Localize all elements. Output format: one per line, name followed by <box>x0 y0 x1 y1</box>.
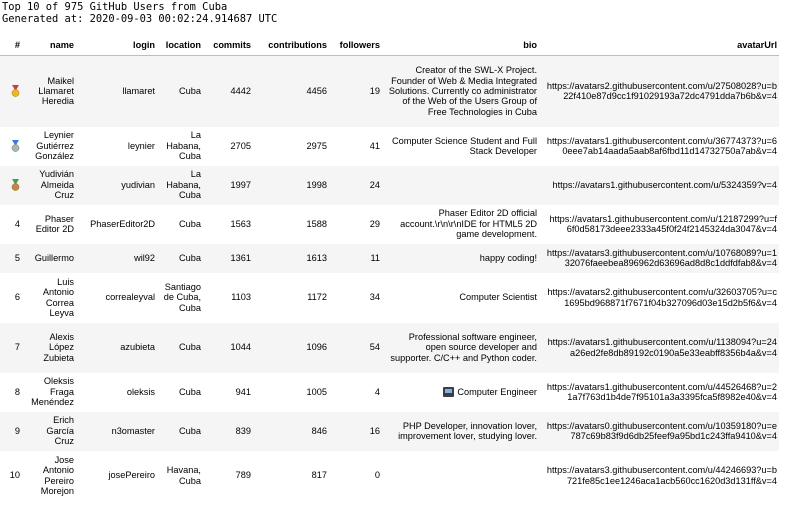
col-header-location: location <box>159 38 205 56</box>
location-cell: Cuba <box>179 218 201 229</box>
contributions-cell: 1588 <box>306 218 327 229</box>
bio-cell <box>384 166 541 205</box>
location-cell: Cuba <box>159 412 205 451</box>
avatar-url-cell: https://avatars1.githubusercontent.com/u/36774373?u=60eee7ab14aada5aab8af6fbd11d14732750a7ab&v=4 <box>546 135 777 156</box>
col-header-bio: bio <box>384 38 541 56</box>
name-cell: Guillermo <box>24 244 78 273</box>
avatar-url-cell: https://avatars2.githubusercontent.com/u/27508028?u=b22f410e87d9cc1f91029193a72dc4791dda7b6b&v=4 <box>541 56 779 127</box>
commits-cell: 1103 <box>231 292 251 303</box>
table-row <box>0 451 779 501</box>
bio-cell: Creator of the SWL-X Project. Founder of Web & Media Integrated Solutions. Currently co administrator of the Web of the Users Group of Free Technologies in Cuba <box>384 56 541 127</box>
users-table <box>0 38 779 501</box>
gold-medal-icon <box>11 86 20 96</box>
avatar-url-cell: https://avatars2.githubusercontent.com/u/32603705?u=c1695bd968871f7671f04b327096d03e15d2b5f6&v=4 <box>547 287 777 308</box>
contributions-cell: 1096 <box>255 323 331 373</box>
bio-cell <box>384 373 541 412</box>
col-header-commits: commits <box>205 38 255 56</box>
followers-cell: 41 <box>369 140 380 151</box>
avatar-url-cell: https://avatars3.githubusercontent.com/u/10768089?u=132076faeebea896962d63696ad8d8c1ddfdfab8&v=4 <box>541 244 779 273</box>
name-cell: Jose Antonio Pereiro Morejon <box>40 454 74 496</box>
rank-cell: 8 <box>14 386 20 397</box>
report-header <box>0 0 792 25</box>
commits-cell: 1997 <box>205 166 255 205</box>
login-cell: leynier <box>127 140 155 151</box>
name-cell: Leynier Gutiérrez González <box>35 130 74 162</box>
login-cell: PhaserEditor2D <box>90 218 155 229</box>
bio-cell <box>384 451 541 501</box>
name-cell: Yudivián Almeida Cruz <box>24 166 78 205</box>
rank-cell <box>0 166 24 205</box>
rank-cell: 6 <box>14 292 20 303</box>
followers-cell: 34 <box>369 292 380 303</box>
silver-medal-icon <box>11 140 20 150</box>
followers-cell: 11 <box>331 244 384 273</box>
col-header-avatar-url: avatarUrl <box>541 38 779 56</box>
name-cell: Luis Antonio Correa Leyva <box>42 276 74 318</box>
login-cell: azubieta <box>78 323 159 373</box>
location-cell: Santiago de Cuba, Cuba <box>163 281 201 313</box>
rank-cell: 9 <box>0 412 24 451</box>
contributions-cell: 1005 <box>306 386 327 397</box>
bronze-medal-icon <box>11 179 20 189</box>
bio-cell: PHP Developer, innovation lover, improvement lover, studying lover. <box>384 412 541 451</box>
table-row <box>0 205 779 244</box>
login-cell: llamaret <box>78 56 159 127</box>
col-header-rank: # <box>0 38 24 56</box>
bio-cell: Phaser Editor 2D official account.\r\n\r\nIDE for HTML5 2D game development. <box>400 208 537 240</box>
name-cell: Oleksis Fraga Menéndez <box>31 376 74 408</box>
commits-cell: 941 <box>235 386 251 397</box>
followers-cell: 24 <box>331 166 384 205</box>
commits-cell: 1563 <box>230 218 251 229</box>
report-title: Top 10 of 975 GitHub Users from Cuba <box>2 1 228 13</box>
col-header-contributions: contributions <box>255 38 331 56</box>
contributions-cell: 1172 <box>307 292 327 303</box>
table-row <box>0 373 779 412</box>
bio-cell: Computer Science Student and Full Stack Developer <box>391 135 537 156</box>
commits-cell: 4442 <box>205 56 255 127</box>
followers-cell: 19 <box>331 56 384 127</box>
table-row <box>0 323 779 373</box>
avatar-url-cell: https://avatars1.githubusercontent.com/u/5324359?v=4 <box>541 166 779 205</box>
commits-cell: 789 <box>235 470 251 481</box>
col-header-name: name <box>24 38 78 56</box>
commits-cell: 2705 <box>230 140 251 151</box>
avatar-url-cell: https://avatars0.githubusercontent.com/u/10359180?u=e787c69b83f9d6db25feef9a95bd1c243ffa9410&v=4 <box>541 412 779 451</box>
login-cell: yudivian <box>78 166 159 205</box>
commits-cell: 839 <box>205 412 255 451</box>
avatar-url-cell: https://avatars3.githubusercontent.com/u/44246693?u=b721fe85c1ee1246aca1acb560cc1620d3d131ff&v=4 <box>546 465 777 486</box>
followers-cell: 29 <box>369 218 380 229</box>
name-cell: Phaser Editor 2D <box>35 213 74 234</box>
login-cell: correaleyval <box>105 292 155 303</box>
name-cell: Alexis López Zubieta <box>24 323 78 373</box>
commits-cell: 1044 <box>205 323 255 373</box>
rank-cell: 7 <box>0 323 24 373</box>
table-header-row <box>0 38 779 56</box>
table-row <box>0 273 779 323</box>
contributions-cell: 817 <box>311 470 327 481</box>
col-header-followers: followers <box>331 38 384 56</box>
bio-text: Computer Engineer <box>457 386 537 397</box>
location-cell: La Habana, Cuba <box>166 130 201 162</box>
avatar-url-cell: https://avatars1.githubusercontent.com/u/1138094?u=24a26ed2fe8db89192c0190a5e33eabff8356b4a&v=4 <box>541 323 779 373</box>
table-row <box>0 412 779 451</box>
login-cell: josePereiro <box>108 470 155 481</box>
table-row <box>0 244 779 273</box>
table-row <box>0 127 779 166</box>
rank-cell: 5 <box>0 244 24 273</box>
contributions-cell: 4456 <box>255 56 331 127</box>
followers-cell: 0 <box>374 470 380 481</box>
login-cell: oleksis <box>126 386 155 397</box>
location-cell: Cuba <box>159 56 205 127</box>
commits-cell: 1361 <box>205 244 255 273</box>
location-cell: Cuba <box>179 386 201 397</box>
bio-cell: happy coding! <box>384 244 541 273</box>
contributions-cell: 1998 <box>255 166 331 205</box>
rank-cell: 10 <box>9 470 20 481</box>
contributions-cell: 1613 <box>255 244 331 273</box>
generated-timestamp: Generated at: 2020-09-03 00:02:24.914687 UTC <box>2 13 278 25</box>
login-cell: wil92 <box>78 244 159 273</box>
avatar-url-cell: https://avatars1.githubusercontent.com/u/44526468?u=21a7f763d1b4de7f95101a3a3395fca5f8982e40&v=4 <box>546 381 777 402</box>
login-cell: n3omaster <box>78 412 159 451</box>
contributions-cell: 2975 <box>306 140 327 151</box>
table-row <box>0 56 779 127</box>
computer-icon <box>443 387 454 397</box>
location-cell: La Habana, Cuba <box>159 166 205 205</box>
contributions-cell: 846 <box>255 412 331 451</box>
bio-cell: Computer Scientist <box>459 292 537 303</box>
location-cell: Havana, Cuba <box>166 465 201 486</box>
followers-cell: 54 <box>331 323 384 373</box>
location-cell: Cuba <box>159 244 205 273</box>
col-header-login: login <box>78 38 159 56</box>
name-cell: Maikel Llamaret Heredia <box>24 56 78 127</box>
name-cell: Erich García Cruz <box>24 412 78 451</box>
rank-cell: 4 <box>14 218 20 229</box>
bio-cell: Professional software engineer, open source developer and supporter. C/C++ and Python coder. <box>384 323 541 373</box>
followers-cell: 4 <box>374 386 380 397</box>
table-row <box>0 166 779 205</box>
rank-cell <box>0 56 24 127</box>
rank-cell <box>0 127 24 166</box>
followers-cell: 16 <box>331 412 384 451</box>
avatar-url-cell: https://avatars1.githubusercontent.com/u/12187299?u=f6f0d58173deee2333a45f0f24f2145324da3047&v=4 <box>549 213 777 234</box>
location-cell: Cuba <box>159 323 205 373</box>
